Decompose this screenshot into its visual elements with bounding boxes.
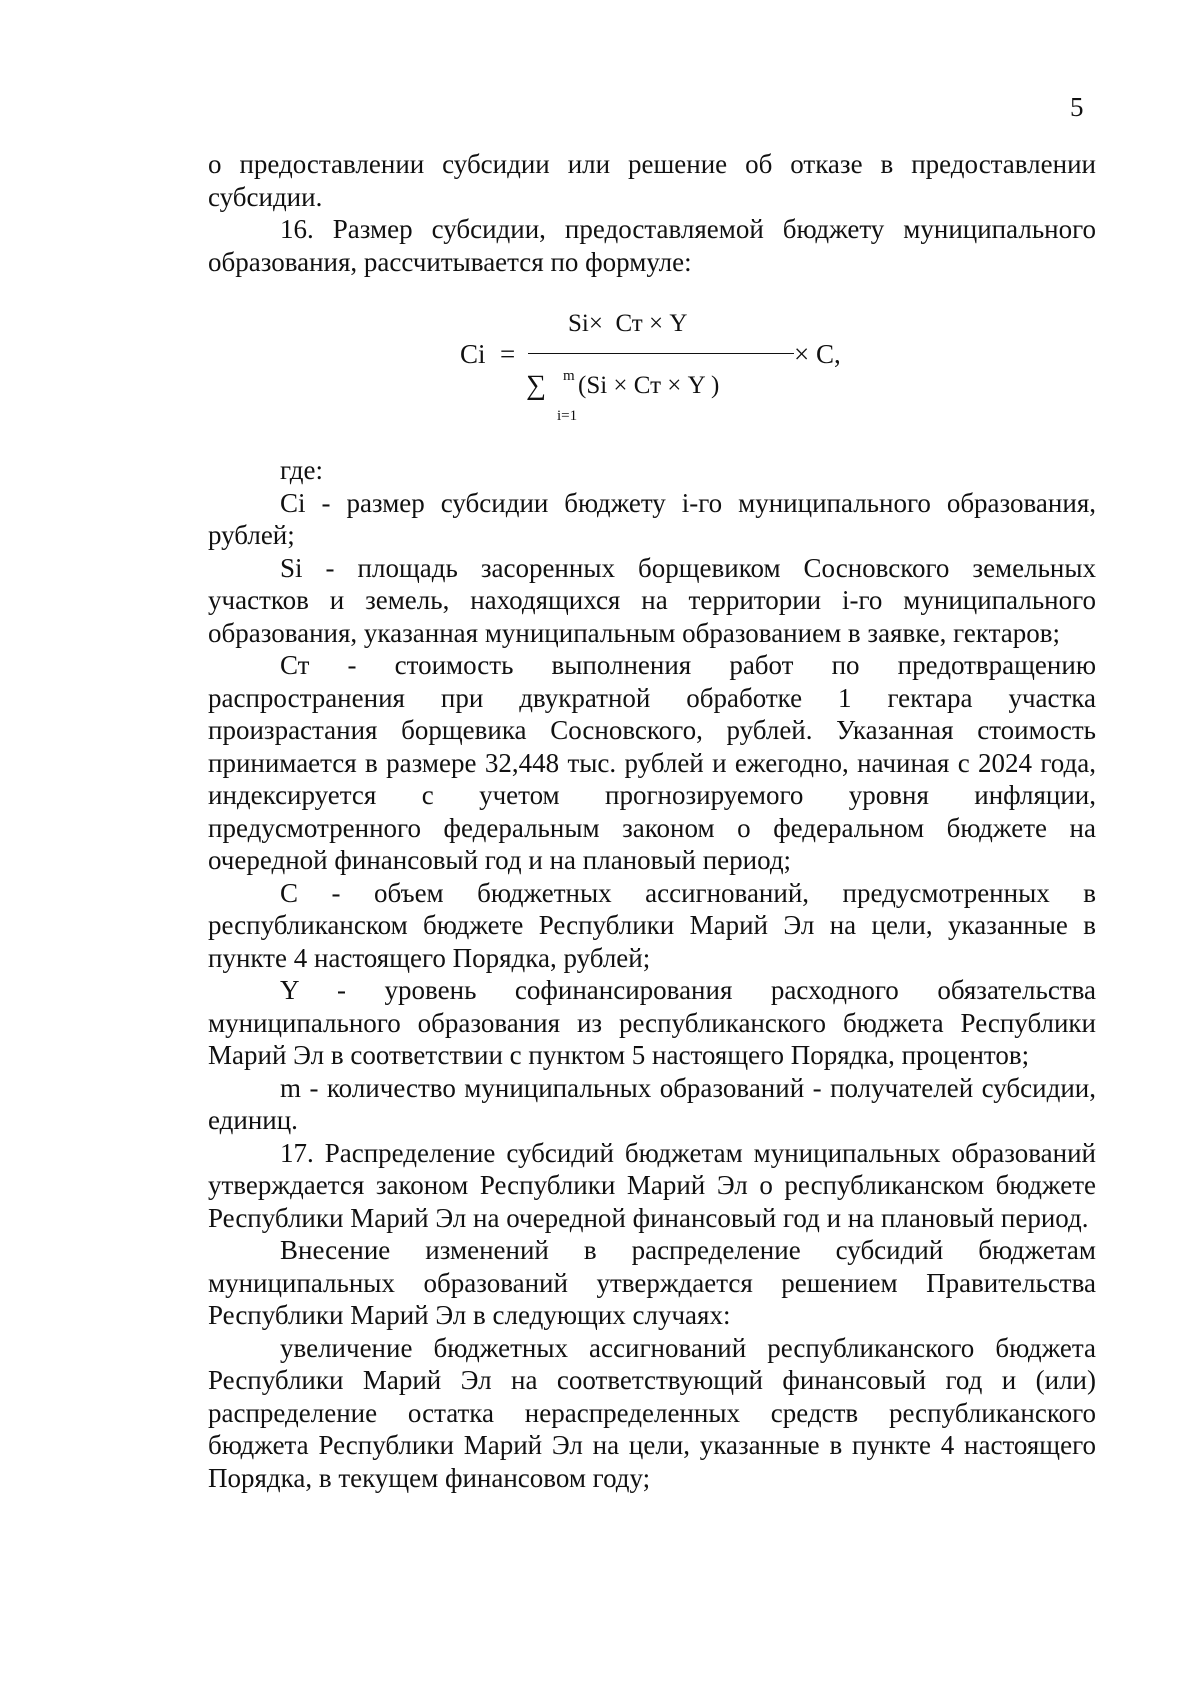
formula-multiplier: × C, xyxy=(794,339,841,369)
paragraph-continuation: о предоставлении субсидии или решение об отказе в предоставлении субсидии. xyxy=(208,149,1096,212)
sum-upper-limit: m xyxy=(563,368,575,384)
definition-si: Si - площадь засоренных борщевиком Сосновского земельных участков и земель, находящихся на территории i-го муниципального образования, указанная муниципальным образованием в заявке, гектаров; xyxy=(208,552,1096,648)
paragraph-17: 17. Распределение субсидий бюджетам муниципальных образований утверждается законом Республики Марий Эл о республиканском бюджете Республики Марий Эл на очередной финансовый год и на плановый период. xyxy=(208,1137,1096,1233)
definition-m: m - количество муниципальных образований - получателей субсидии, единиц. xyxy=(208,1072,1096,1135)
paragraph-case-increase: увеличение бюджетных ассигнований республиканского бюджета Республики Марий Эл на соответствующий финансовый год и (или) распределение остатка нераспределенных средств республиканского бюджета Республики Марий Эл на цели, указанные в пункте 4 настоящего Порядка, в текущем финансовом году; xyxy=(208,1332,1096,1493)
subsidy-formula xyxy=(208,308,1096,436)
definition-c: C - объем бюджетных ассигнований, предусмотренных в республиканском бюджете Республики Марий Эл на цели, указанные в пункте 4 настоящего Порядка, рублей; xyxy=(208,877,1096,973)
definition-st: Ст - стоимость выполнения работ по предотвращению распространения при двукратной обработке 1 гектара участка произрастания борщевика Сосновского, рублей. Указанная стоимость принимается в размере 32,448 тыс. рублей и ежегодно, начиная с 2024 года, индексируется с учетом прогнозируемого уровня инфляции, предусмотренного федеральным законом о федеральном бюджете на очередной финансовый год и на плановый период; xyxy=(208,650,1096,875)
formula-numerator: Si× Ст × Y xyxy=(568,310,688,337)
paragraph-16: 16. Размер субсидии, предоставляемой бюджету муниципального образования, рассчитывается по формуле: xyxy=(208,214,1096,277)
where-label: где: xyxy=(280,455,323,485)
formula-denominator: (Si × Ст × Y ) xyxy=(578,372,720,399)
sum-lower-limit: i=1 xyxy=(557,408,578,424)
formula-equals: = xyxy=(500,339,516,369)
sum-symbol: ∑ xyxy=(526,370,546,401)
definition-y: Y - уровень софинансирования расходного обязательства муниципального образования из республиканского бюджета Республики Марий Эл в соответствии с пунктом 5 настоящего Порядка, процентов; xyxy=(208,975,1096,1070)
formula-lhs: Ci xyxy=(460,339,486,369)
document-body xyxy=(208,148,1096,1494)
page-number: 5 xyxy=(1070,92,1084,122)
definition-ci: Ci - размер субсидии бюджету i-го муниципального образования, рублей; xyxy=(208,487,1096,550)
fraction-bar xyxy=(528,353,794,354)
paragraph-amendments: Внесение изменений в распределение субсидий бюджетам муниципальных образований утверждается решением Правительства Республики Марий Эл в следующих случаях: xyxy=(208,1235,1096,1330)
